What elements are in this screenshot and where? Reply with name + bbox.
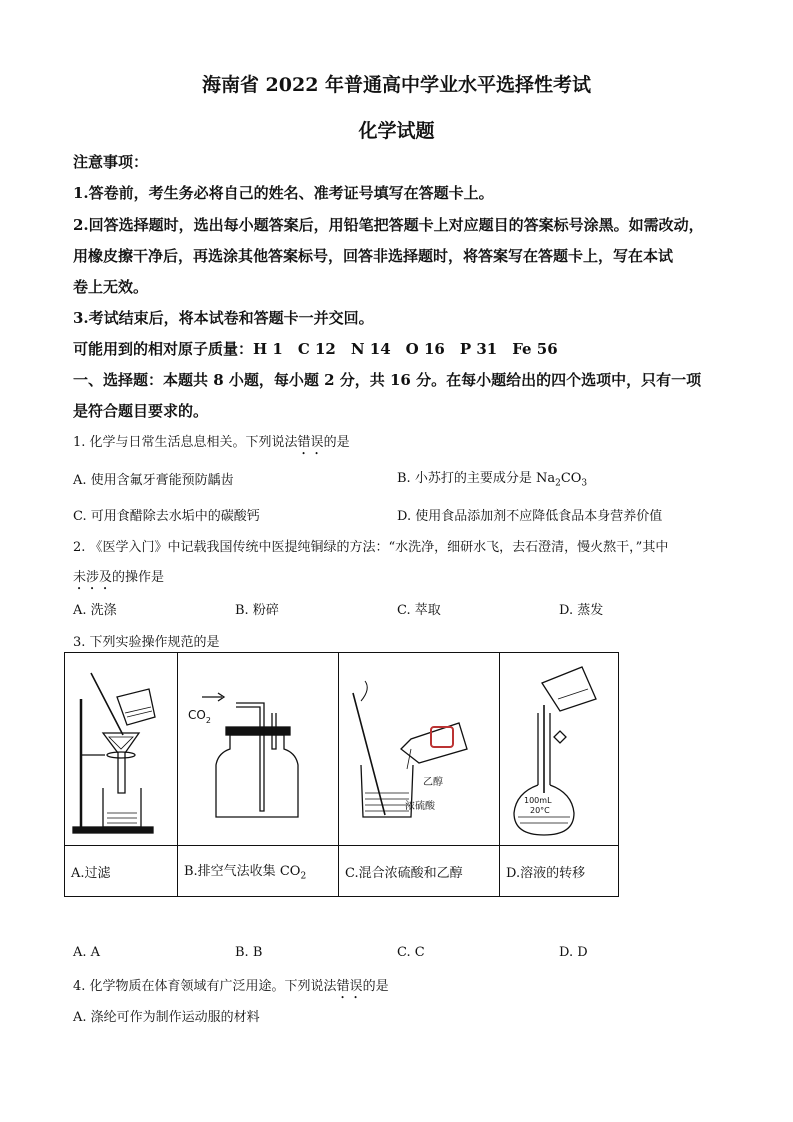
figure-b-caption-text: B.排空气法收集 CO xyxy=(184,864,301,880)
section-1-intro-line-2: 是符合题目要求的。 xyxy=(73,402,209,420)
question-1-option-b xyxy=(397,467,587,489)
question-3-option-c: C. C xyxy=(397,945,425,960)
note-2-line-1: 2.回答选择题时，选出每小题答案后，用铅笔把答题卡上对应题目的答案标号涂黑。如需改动， xyxy=(73,216,704,234)
question-2-emphasis: 未涉及 xyxy=(73,570,113,585)
question-1-option-a: A. 使用含氟牙膏能预防龋齿 xyxy=(73,473,234,488)
question-1-stem-end: 的是 xyxy=(323,435,350,450)
question-3-stem: 3. 下列实验操作规范的是 xyxy=(73,635,220,650)
section-1-intro-line-1: 一、选择题：本题共 8 小题，每小题 2 分，共 16 分。在每小题给出的四个选项中，只有一项 xyxy=(73,371,702,389)
question-4-emphasis: 错误 xyxy=(336,979,363,994)
figure-acid-label: 浓硫酸 xyxy=(405,801,435,812)
question-1-emphasis: 错误 xyxy=(297,435,324,450)
figure-c-cell xyxy=(339,653,500,846)
exam-title: 海南省 2022 年普通高中学业水平选择性考试 xyxy=(201,74,592,96)
atomic-masses: 可能用到的相对原子质量：H 1 C 12 N 14 O 16 P 31 Fe 56 xyxy=(73,340,558,358)
formula-subscript: 3 xyxy=(581,478,588,489)
question-1-option-c: C. 可用食醋除去水垢中的碳酸钙 xyxy=(73,509,260,524)
figure-d-caption: D.溶液的转移 xyxy=(500,846,619,897)
question-3-option-d: D. D xyxy=(559,945,588,960)
figure-a-caption: A.过滤 xyxy=(65,846,178,897)
question-2-option-d: D. 蒸发 xyxy=(559,603,604,618)
figure-c-caption: C.混合浓硫酸和乙醇 xyxy=(339,846,500,897)
question-2-stem-line-1: 2. 《医学入门》中记载我国传统中医提纯铜绿的方法：“水洗净，细研水飞，去石澄清，慢火熬干，”其中 xyxy=(73,540,669,555)
note-3: 3.考试结束后，将本试卷和答题卡一并交回。 xyxy=(73,309,374,327)
note-1: 1.答卷前，考生务必将自己的姓名、准考证号填写在答题卡上。 xyxy=(73,184,494,202)
figure-co2-label: $CO_2$ xyxy=(188,708,211,725)
question-4-option-a: A. 涤纶可作为制作运动服的材料 xyxy=(73,1010,260,1025)
question-2-stem-line-2 xyxy=(73,566,164,593)
note-2-line-3: 卷上无效。 xyxy=(73,278,149,296)
question-1-option-b-text: B. 小苏打的主要成分是 Na xyxy=(397,471,556,486)
volumetric-flask-icon xyxy=(500,653,618,841)
question-4-stem xyxy=(73,975,389,1002)
question-1-stem xyxy=(73,431,350,458)
figure-ethanol-label: 乙醇 xyxy=(423,777,443,788)
acid-mixing-beaker-icon xyxy=(339,653,499,841)
formula-subscript: 2 xyxy=(300,871,307,882)
exam-subtitle: 化学试题 xyxy=(358,120,435,142)
figure-b-cell xyxy=(178,653,339,846)
question-2-option-b: B. 粉碎 xyxy=(235,603,279,618)
question-1-option-d: D. 使用食品添加剂不应降低食品本身营养价值 xyxy=(397,509,663,524)
question-4-stem-text: 4. 化学物质在体育领域有广泛用途。下列说法 xyxy=(73,979,337,994)
question-1-option-b-formula: CO xyxy=(560,471,582,486)
figure-a-cell xyxy=(65,653,178,846)
question-3-option-a: A. A xyxy=(73,945,101,960)
experiment-figure-table xyxy=(64,652,619,897)
question-3-option-b: B. B xyxy=(235,945,263,960)
figure-d-cell xyxy=(500,653,619,846)
question-2-option-c: C. 萃取 xyxy=(397,603,441,618)
figure-b-caption xyxy=(178,846,339,897)
formula-subscript: 2 xyxy=(555,478,561,489)
figure-flask-temp-label: 20°C xyxy=(530,806,550,815)
note-2-line-2: 用橡皮擦干净后，再选涂其他答案标号，回答非选择题时，将答案写在答题卡上，写在本试 xyxy=(73,247,674,265)
filtration-apparatus-icon xyxy=(65,653,177,841)
gas-collection-bottle-icon xyxy=(178,653,338,841)
notes-heading: 注意事项： xyxy=(73,153,149,171)
question-2-stem-end: 的操作是 xyxy=(112,570,165,585)
question-1-stem-text: 1. 化学与日常生活息息相关。下列说法 xyxy=(73,435,298,450)
question-4-stem-end: 的是 xyxy=(362,979,389,994)
question-2-option-a: A. 洗涤 xyxy=(73,603,117,618)
figure-flask-volume-label: 100mL xyxy=(524,796,552,805)
